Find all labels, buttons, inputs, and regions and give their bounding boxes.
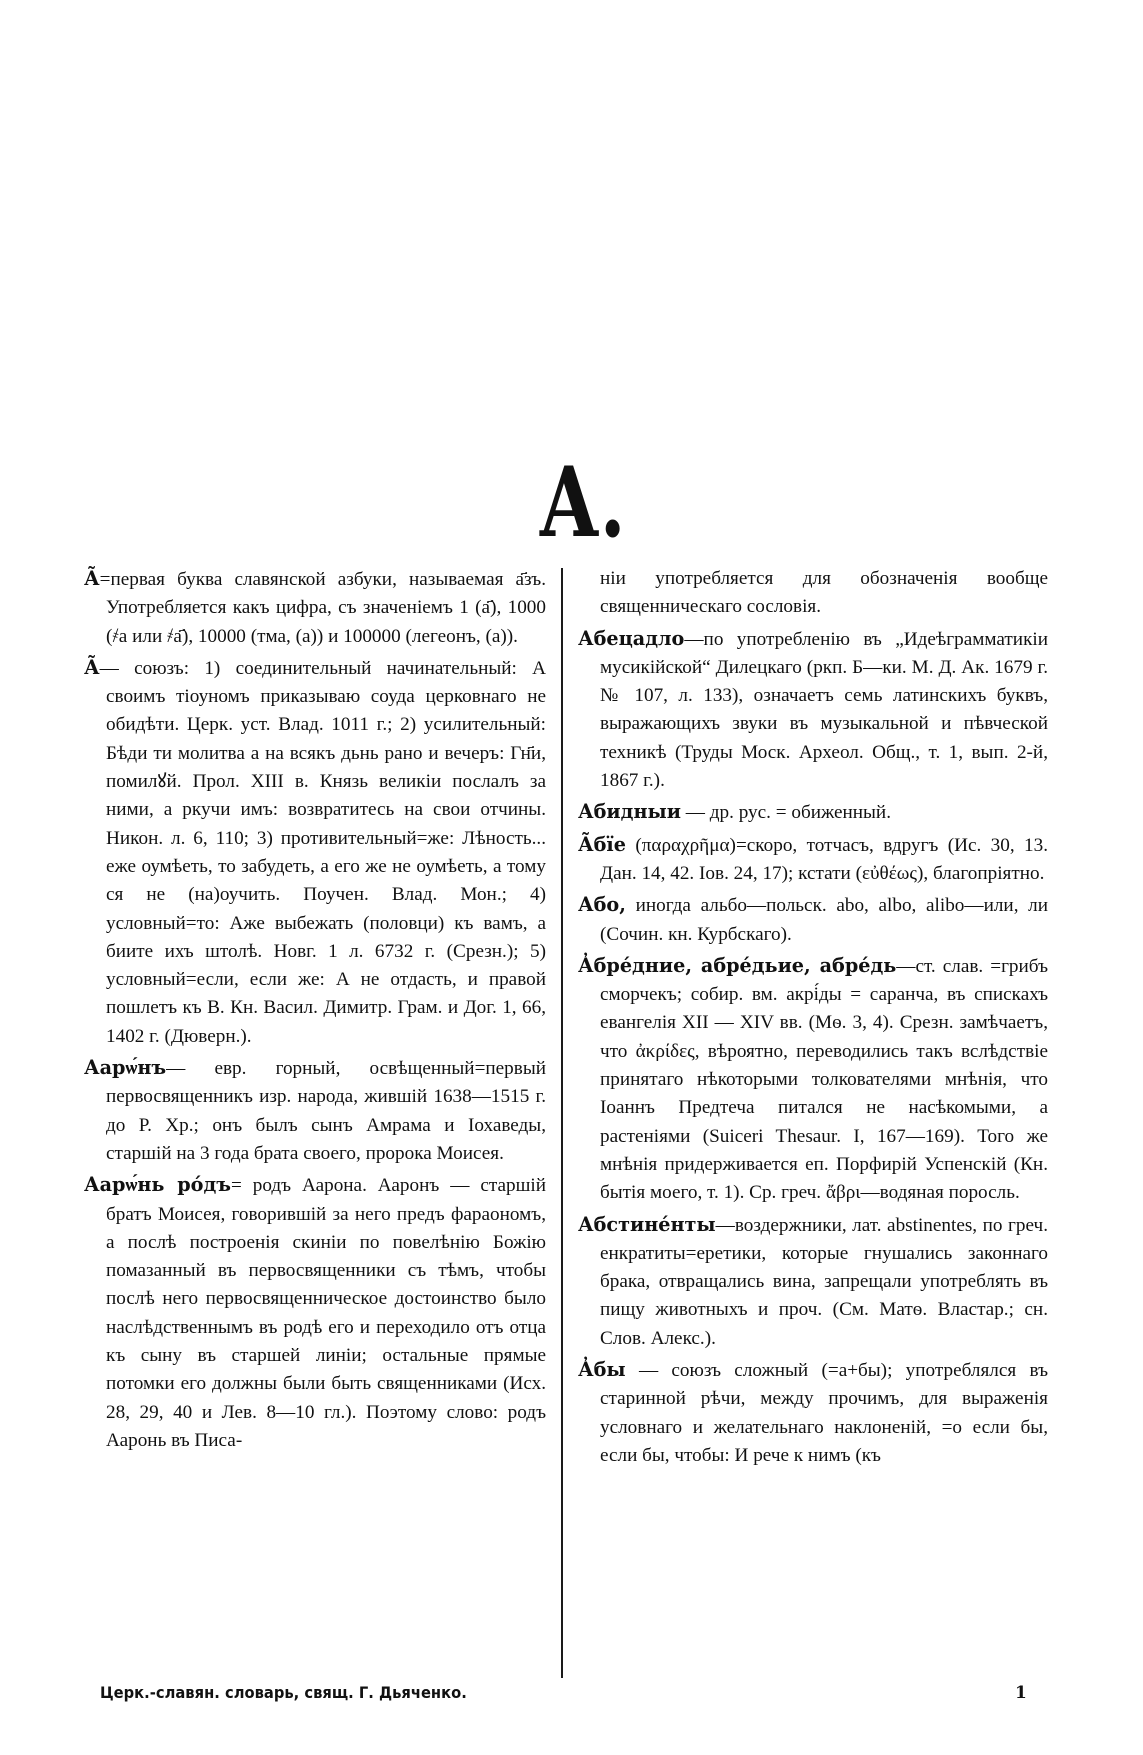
entry [84,565,546,651]
entry-headword: А̃бїе [578,832,626,856]
left-column [84,565,546,1458]
entry-text: —ст. слав. =грибъ сморчекъ; собир. вм. акрі́ды = саранча, въ спискахъ евангелія XII — XIV вв. (Мѳ. 3, 4). Срезн. замѣчаетъ, что ἀκρίδες, вѣроятно, переводились такъ вслѣдствіе принятаго нѣкоторыми толкователями мнѣнія, что Іоаннъ Предтеча питался не насѣкомыми, а растеніями (Suiceri Thesaur. I, 167—169). Того же мнѣнія придерживается еп. Порфирій Успенскій (Кн. бытія моего, т. 1). Ср. греч. ἄβρι—водяная поросль. [600,955,1049,1204]
page-footer: Церк.-славян. словарь, свящ. Г. Дьяченко. [100,1683,467,1702]
entry-headword: Аарѡ́нь ро́дъ [84,1173,231,1197]
entry [578,891,1048,949]
entry-text: иногда альбо—польск. abo, albo, alibo—или, ли (Сочин. кн. Курбскаго). [600,895,1048,945]
entry [578,1356,1048,1470]
page-number: 1 [1015,1683,1027,1703]
entry-continuation [578,565,1048,622]
entry-headword: Аарѡ́нъ [84,1056,167,1080]
entry [578,952,1048,1208]
column-divider [561,568,563,1678]
entry-headword: А̓бре́дние, абре́дьие, абре́дь [578,953,897,977]
entry [578,798,1048,827]
entry-headword: Або, [578,893,626,917]
entry-headword: А̃ [84,567,100,590]
entry-text: = родъ Аарона. Ааронъ — старшій братъ Моисея, говорившій за него предъ фараономъ, а послѣ построенія скиніи по повелѣнію Божію помазанный въ первосвященники съ тѣмъ, чтобы послѣ него первосвященническое достоинство было наслѣдственнымъ въ родѣ его и переходило отъ отца къ сыну въ старшей линіи; остальные прямые потомки его должны были быть священниками (Исх. 28, 29, 40 и Лев. 8—10 гл.). Поэтому слово: родъ Ааронь въ Писа- [106,1175,546,1451]
entry-text: — союзъ сложный (=а+бы); употреблялся въ старинной рѣчи, между прочимъ, для выраженія условнаго и желательнаго наклоненій, =о если бы, если бы, чтобы: И рече к нимъ (къ [600,1360,1048,1466]
entry-headword: Абецадло [578,626,685,650]
entry-text: (παραχρῆμα)=скоро, тотчасъ, вдругъ (Ис. 30, 13. Дан. 14, 42. Іов. 24, 17); кстати (εὐθέως), благопріятно. [600,834,1049,884]
entry-text: =первая буква славянской азбуки, называемая а҃зъ. Употребляется какъ цифра, съ значеніемъ 1 (а҃), 1000 (҂а или ҂а҃), 10000 (тма, (а)) и 100000 (легеонъ, (а)). [99,569,546,647]
entry-text: —по употребленію въ „Идеѣграмматикіи мусикійской“ Дилецкаго (ркп. Б—ки. М. Д. Ак. 1679 г. № 107, л. 133), означаетъ семь латинскихъ буквъ, выражающихъ звуки въ музыкальной и пѣвческой техникѣ (Труды Моск. Археол. Общ., т. 1, вып. 2-й, 1867 г.). [600,628,1048,792]
entry-headword: Абидныи [578,800,681,824]
entry-text: — союзъ: 1) соединительный начинательный: А своимъ тіоуномъ приказываю соуда церковнаго не обидѣти. Церк. уст. Влад. 1011 г.; 2) усилительный: Бѣди ти молитва а на всякъ дьнь рано и вечеръ: Гн҃и, помилꙋй. Прол. XIII в. Князь великіи послалъ за ними, а ркучи имъ: возвратитесь на свои отчины. Никон. л. 6, 110; 3) противительный=же: Лѣность... еже оумѣеть, то забудеть, а его же не оумѣеть, а тому ся не (на)оучить. Поучен. Влад. Мон.; 4) условный=то: Аже выбежать (половци) къ вамъ, а биите ихъ штолѣ. Новг. 1 л. 6732 г. (Срезн.); 5) условный=если, если же: А не отдасть, и правой пошлетъ къ В. Кн. Васил. Димитр. Грам. и Дог. 1, 66, 1402 г. (Дюверн.). [99,657,546,1047]
entry-text: — др. рус. = обиженный. [685,802,892,824]
entry [578,625,1048,796]
section-letter: А. [538,446,626,559]
entry [84,1054,546,1168]
entry-headword: А̃ [84,655,100,679]
entry-text: ніи употребляется для обозначенія вообще священническаго сословія. [600,568,1048,618]
entry-text: — евр. горный, освѣщенный=первый первосвященникъ изр. народа, жившій 1638—1515 г. до Р. Хр.; онъ былъ сынъ Амрама и Іохаведы, старшій на 3 года брата своего, пророка Моисея. [106,1058,546,1164]
entry-headword: Абстине́нты [578,1212,716,1236]
right-column [578,565,1048,1473]
entry [84,654,546,1051]
entry [578,1211,1048,1353]
entry-text: —воздержники, лат. abstinentes, по греч. енкратиты=еретики, которые гнушались законнаго брака, отвращались вина, запрещали употреблять въ пищу животныхъ и проч. (См. Матѳ. Властар.; сн. Слов. Алекс.). [600,1214,1048,1349]
entry-headword: А̓бы [578,1358,626,1382]
entry [84,1171,546,1455]
entry [578,831,1048,889]
